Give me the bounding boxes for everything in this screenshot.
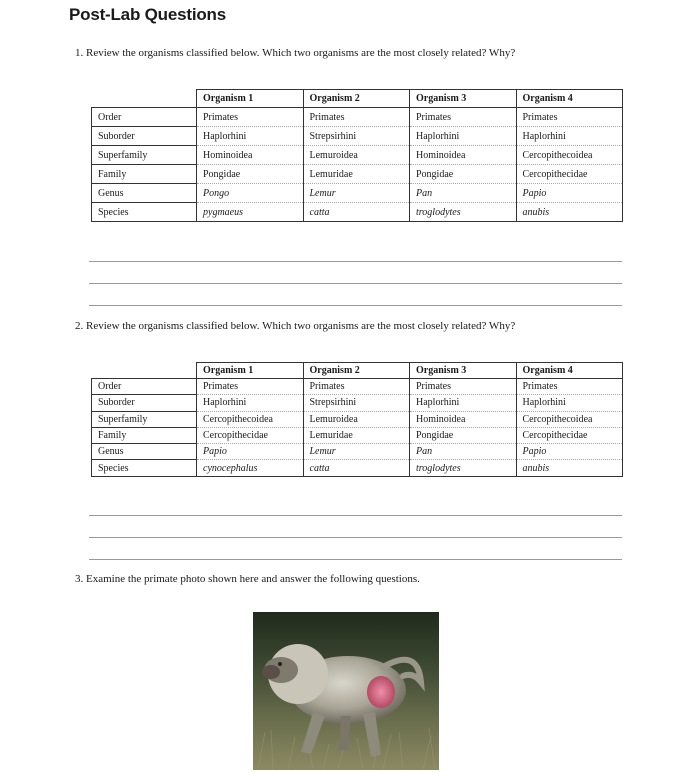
table-cell: pygmaeus: [197, 203, 304, 222]
answer-line[interactable]: [89, 283, 622, 284]
table-cell: Papio: [516, 444, 623, 460]
table-cell: anubis: [516, 460, 623, 476]
answer-line[interactable]: [89, 537, 622, 538]
table-cell: Strepsirhini: [303, 127, 410, 146]
table-row: [92, 427, 623, 443]
table-cell: catta: [303, 203, 410, 222]
table-cell: Cercopithecidae: [516, 427, 623, 443]
table-cell: Cercopithecoidea: [197, 411, 304, 427]
header-organism-4: Organism 4: [516, 90, 623, 108]
row-label: Order: [92, 108, 197, 127]
classification-table-2: [91, 362, 623, 477]
row-label: Species: [92, 460, 197, 476]
question-3-prompt: 3. Examine the primate photo shown here and answer the following questions.: [75, 573, 420, 585]
table-cell: Haplorhini: [197, 395, 304, 411]
header-organism-3: Organism 3: [410, 363, 517, 379]
table-row: [92, 395, 623, 411]
table-row: [92, 203, 623, 222]
table-cell: anubis: [516, 203, 623, 222]
table-cell: Primates: [197, 108, 304, 127]
table-cell: Cercopithecoidea: [516, 146, 623, 165]
table-cell: Pan: [410, 184, 517, 203]
header-organism-1: Organism 1: [197, 90, 304, 108]
table-cell: Cercopithecidae: [197, 427, 304, 443]
table-cell: Hominoidea: [410, 146, 517, 165]
table-row: [92, 127, 623, 146]
table-cell: catta: [303, 460, 410, 476]
header-blank: [92, 90, 197, 108]
table-cell: Lemuroidea: [303, 146, 410, 165]
table-cell: Strepsirhini: [303, 395, 410, 411]
header-organism-3: Organism 3: [410, 90, 517, 108]
table-cell: Cercopithecidae: [516, 165, 623, 184]
header-organism-2: Organism 2: [303, 90, 410, 108]
table-cell: Lemuridae: [303, 427, 410, 443]
table-cell: Hominoidea: [410, 411, 517, 427]
table-cell: Haplorhini: [410, 127, 517, 146]
table-cell: troglodytes: [410, 203, 517, 222]
table-cell: Primates: [410, 108, 517, 127]
answer-line[interactable]: [89, 305, 622, 306]
table-cell: Pan: [410, 444, 517, 460]
row-label: Genus: [92, 184, 197, 203]
table-cell: Primates: [516, 108, 623, 127]
table-cell: troglodytes: [410, 460, 517, 476]
table-cell: Cercopithecoidea: [516, 411, 623, 427]
table-cell: Primates: [303, 379, 410, 395]
row-label: Suborder: [92, 395, 197, 411]
table-cell: Hominoidea: [197, 146, 304, 165]
table-header-row: [92, 90, 623, 108]
table-cell: Lemuridae: [303, 165, 410, 184]
answer-line[interactable]: [89, 261, 622, 262]
table-cell: Lemur: [303, 444, 410, 460]
table-header-row: [92, 363, 623, 379]
table-cell: Pongidae: [410, 165, 517, 184]
table-cell: Primates: [197, 379, 304, 395]
question-1-prompt: 1. Review the organisms classified below. Which two organisms are the most closely related? Why?: [75, 47, 516, 59]
row-label: Genus: [92, 444, 197, 460]
table-cell: Papio: [516, 184, 623, 203]
answer-line[interactable]: [89, 515, 622, 516]
table-row: [92, 444, 623, 460]
table-cell: Pongidae: [197, 165, 304, 184]
table-row: [92, 460, 623, 476]
table-cell: Pongidae: [410, 427, 517, 443]
baboon-photo: [253, 612, 439, 770]
table-row: [92, 165, 623, 184]
header-organism-4: Organism 4: [516, 363, 623, 379]
row-label: Species: [92, 203, 197, 222]
row-label: Suborder: [92, 127, 197, 146]
table-cell: Papio: [197, 444, 304, 460]
table-row: [92, 108, 623, 127]
table-cell: Primates: [410, 379, 517, 395]
header-organism-1: Organism 1: [197, 363, 304, 379]
row-label: Family: [92, 165, 197, 184]
table-cell: Primates: [516, 379, 623, 395]
table-cell: Primates: [303, 108, 410, 127]
row-label: Family: [92, 427, 197, 443]
row-label: Superfamily: [92, 146, 197, 165]
row-label: Order: [92, 379, 197, 395]
page-title: Post-Lab Questions: [69, 5, 226, 24]
table-cell: cynocephalus: [197, 460, 304, 476]
table-row: [92, 184, 623, 203]
table-cell: Lemur: [303, 184, 410, 203]
table-cell: Pongo: [197, 184, 304, 203]
header-organism-2: Organism 2: [303, 363, 410, 379]
header-blank: [92, 363, 197, 379]
classification-table-1: [91, 89, 623, 222]
table-row: [92, 146, 623, 165]
table-cell: Haplorhini: [516, 395, 623, 411]
table-row: [92, 379, 623, 395]
table-cell: Haplorhini: [410, 395, 517, 411]
question-2-prompt: 2. Review the organisms classified below. Which two organisms are the most closely related? Why?: [75, 320, 516, 332]
table-cell: Haplorhini: [516, 127, 623, 146]
table-row: [92, 411, 623, 427]
table-cell: Haplorhini: [197, 127, 304, 146]
row-label: Superfamily: [92, 411, 197, 427]
table-cell: Lemuroidea: [303, 411, 410, 427]
answer-line[interactable]: [89, 559, 622, 560]
